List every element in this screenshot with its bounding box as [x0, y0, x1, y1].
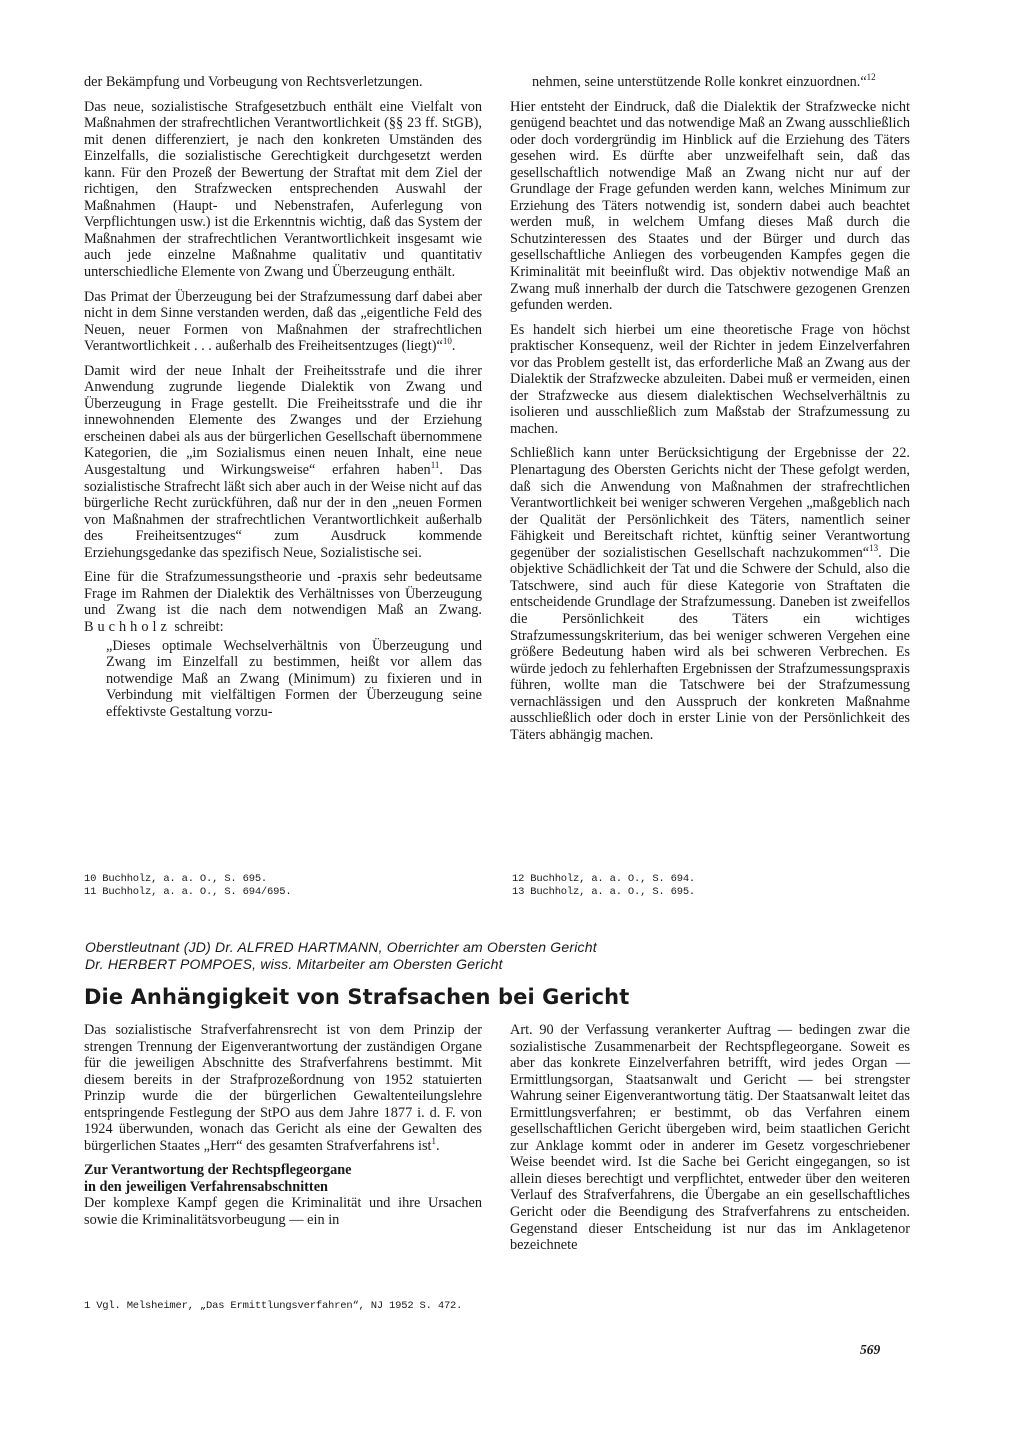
bottom-right-column [510, 1022, 910, 1254]
paragraph: Der komplexe Kampf gegen die Kriminalität und ihre Ursachen sowie die Kriminalitätsvorbeugung — ein in [84, 1195, 482, 1229]
paragraph [84, 1022, 482, 1154]
footnote: 13 Buchholz, a. a. O., S. 695. [512, 886, 696, 898]
bottom-left-column [84, 1022, 482, 1229]
text-run: Damit wird der neue Inhalt der Freiheitsstrafe und die ihrer Anwendung zugrunde liegende Dialektik von Zwang und Überzeugung in Frage gestellt. Die Freiheitsstrafe und die ihr innewohnenden Elemente des Zwanges und der Erziehung erscheinen dabei als aus der bürgerlichen Gesellschaft übernommene Kategorien, die „im Sozialismus einen neuen Inhalt, eine neue Ausgestaltung und Wirkungsweise“ erfahren haben [84, 362, 482, 479]
section-subheading [84, 1162, 482, 1195]
subheading-line: Zur Verantwortung der Rechtspflegeorgane [84, 1162, 352, 1179]
paragraph [510, 74, 910, 91]
byline-line: Dr. HERBERT POMPOES, wiss. Mitarbeiter am Obersten Gericht [85, 956, 503, 972]
footnote: 10 Buchholz, a. a. O., S. 695. [84, 873, 268, 885]
paragraph: Es handelt sich hierbei um eine theoretische Frage von höchst praktischer Konsequenz, weil der Richter in jedem Einzelverfahren vor das Problem gestellt ist, das erforderliche Maß an Zwang aus der Dialektik der Strafzwecke abzuleiten. Dabei muß er vermeiden, einen der Strafzwecke aus diesem dialektischen Wechselverhältnis zu isolieren und ausschließlich zum Maßstab der Strafzumessung zu machen. [510, 321, 910, 437]
paragraph: der Bekämpfung und Vorbeugung von Rechtsverletzungen. [84, 74, 423, 90]
paragraph: Hier entsteht der Eindruck, daß die Dialektik der Strafzwecke nicht genügend beachtet und das notwendige Maß an Zwang ausschließlich oder doch vordergründig im Hinblick auf die Erziehung des Täters gesehen wird. Es dürfte aber unzweifelhaft sein, daß das gesellschaftlich notwendige Maß an Zwang nicht nur auf der Grundlage der Frage gefunden werden kann, welches Minimum zur Erziehung des Täters notwendig ist, sondern dabei auch beachtet werden muß, in welchem Umfang dieses Maß durch die Schutzinteressen des Staates und der Bürger und durch das gesellschaftliche Anliegen des vorbeugenden Kampfes gegen die Kriminalität mit beeinflußt wird. Das objektiv notwendige Maß an Zwang muß innerhalb der durch die Tatschwere gezogenen Grenzen gefunden werden. [510, 98, 910, 314]
byline [85, 939, 915, 973]
byline-line: Oberstleutnant (JD) Dr. ALFRED HARTMANN, Oberrichter am Obersten Gericht [85, 939, 597, 955]
text-run: Das sozialistische Strafverfahrensrecht ist von dem Prinzip der strengen Trennung der Eigenverantwortung der zuständigen Organe für die jeweiligen Abschnitte des Strafverfahrens bestimmt. Mit diesem bereits in der Strafprozeßordnung von 1952 statuierten Prinzip wurde die der bürgerlichen Gewaltenteilungslehre entspringende Festlegung der StPO aus dem Jahre 1877 i. d. F. von 1924 überwunden, wonach das Gericht als eine der Gewalten des bürgerlichen Staates „Herr“ des gesamten Strafverfahrens ist [84, 1022, 482, 1154]
paragraph: Das neue, sozialistische Strafgesetzbuch enthält eine Vielfalt von Maßnahmen der strafrechtlichen Verantwortlichkeit (§§ 23 ff. StGB), mit denen differenziert, je nach den konkreten Umständen des Einzelfalls, die sozialistische Gerechtigkeit durchgesetzt werden kann. Für den Prozeß der Bewertung der Straftat mit dem Ziel der richtigen, den Strafzwecken entsprechenden Auswahl der Maßnahmen (Haupt- und Nebenstrafen, Auferlegung von Verpflichtungen usw.) ist die Erkenntnis wichtig, daß das System der Maßnahmen der strafrechtlichen Verantwortlichkeit insgesamt wie auch jede einzelne Maßnahme qualitativ und quantitativ unterschiedliche Elemente von Zwang und Überzeugung enthält. [84, 98, 482, 281]
footnote: 11 Buchholz, a. a. O., S. 694/695. [84, 886, 292, 898]
footnote-ref: 13 [869, 543, 879, 553]
text-run: . [436, 1137, 440, 1154]
text-run: Das Primat der Überzeugung bei der Strafzumessung darf dabei aber nicht in dem Sinne verstanden werden, daß das „eigentliche Feld des Neuen, neuer Formen von Maßnahmen der strafrechtlichen Verantwortlichkeit . . . außerhalb des Freiheitsentzuges (liegt)“ [84, 288, 482, 355]
footnote-ref: 11 [430, 460, 440, 471]
text-run: . [451, 338, 456, 355]
paragraph [84, 289, 482, 355]
footnote: 1 Vgl. Melsheimer, „Das Ermittlungsverfahren“, NJ 1952 S. 472. [84, 1300, 463, 1312]
text-run: Schließlich kann unter Berücksichtigung der Ergebnisse der 22. Plenartagung des Obersten Gerichts nicht der These gefolgt werden, daß sich die Anwendung von Maßnahmen der strafrechtlichen Verantwortlichkeit bei weniger schweren Vergehen „maßgeblich nach der Qualität der Persönlichkeit des Täters, namentlich seiner Fähigkeit und Bereitschaft richtet, künftig seiner Verantwortung gegenüber der sozialistischen Gesellschaft nachzukommen“ [510, 445, 910, 561]
footnote: 12 Buchholz, a. a. O., S. 694. [512, 873, 696, 885]
top-left-column [84, 74, 482, 720]
text-run: . Die objektive Schädlichkeit der Tat und die Schwere der Schuld, also die Tatschwere, sind auch für diese Kategorie von Straftaten die entscheidende Grundlage der Strafzumessung. Daneben ist zweifellos die Persönlichkeit des Täters ein wichtiges Strafzumessungskriterium, das bei weniger schweren Vergehen eine größere Bedeutung haben wird als bei schweren Verbrechen. Es würde jedoch zu fehlerhaften Ergebnissen der Strafzumessungspraxis führen, wollte man die Tatschwere bei der Strafzumessung vernachlässigen und den Ausspruch der konkreten Maßnahme ausschließlich oder doch in erster Linie von der Persönlichkeit des Täters abhängig machen. [510, 544, 910, 743]
text-run: nehmen, seine unterstützende Rolle konkret einzuordnen.“ [532, 74, 867, 90]
footnote-ref: 10 [442, 336, 452, 347]
footnote-bottom [84, 1300, 482, 1313]
paragraph [84, 569, 482, 635]
footnote-ref: 12 [866, 72, 876, 83]
footnotes-left [84, 873, 474, 899]
text-run: schreibt: [174, 618, 224, 635]
footnote-ref: 1 [431, 1136, 436, 1147]
text-run: . Das sozialistische Strafrecht läßt sich aber auch in der Weise nicht auf das bürgerliche Recht zurückführen, daß nur der in den „neuen Formen von Maßnahmen der strafrechtlichen Verantwortlichkeit außerhalb des Freiheitsentzuges“ zum Ausdruck kommende Erziehungsgedanke das spezifisch Neue, Sozialistische sei. [84, 462, 482, 561]
author-name: Buchholz [84, 618, 171, 635]
text-run: Eine für die Strafzumessungstheorie und -praxis sehr bedeutsame Frage im Rahmen der Dialektik des Verhältnisses von Überzeugung und Zwang ist die nach dem notwendigen Maß an Zwang. [84, 569, 482, 619]
article-headline: Die Anhängigkeit von Strafsachen bei Gericht [84, 985, 630, 1009]
footnotes-right [512, 873, 902, 899]
paragraph [510, 445, 910, 743]
top-right-column [510, 74, 910, 743]
block-quote: „Dieses optimale Wechselverhältnis von Überzeugung und Zwang im Einzelfall zu bestimmen, heißt vor allem das notwendige Maß an Zwang (Minimum) zu fixieren und in Verbindung mit vielfältigen Formen der Überzeugung seine effektivste Gestaltung vorzu- [106, 637, 482, 720]
page-number: 569 [860, 1342, 881, 1357]
paragraph: Art. 90 der Verfassung verankerter Auftrag — bedingen zwar die sozialistische Zusammenarbeit der Rechtspflegeorgane. Soweit es aber das konkrete Einzelverfahren betrifft, wird jedes Organ — Ermittlungsorgan, Staatsanwalt und Gericht — bei strengster Wahrung seiner Eigenverantwortung tätig. Der Staatsanwalt leitet das Ermittlungsverfahren; er bestimmt, ob das Verfahren einem gesellschaftlichen Gericht übergeben wird, beim staatlichen Gericht zur Anklage kommt oder in anderer im Gesetz vorgeschriebener Weise beendet wird. Ist die Sache bei Gericht eingegangen, so ist allein dieses berechtigt und verpflichtet, entweder über den weiteren Verlauf des Strafverfahrens, die Übergabe an ein gesellschaftliches Gericht oder die Beendigung des Strafverfahrens zu entscheiden. Gegenstand dieser Entscheidung ist nur das im Anklagetenor bezeichnete [510, 1022, 910, 1254]
paragraph [84, 363, 482, 562]
subheading-line: in den jeweiligen Verfahrensabschnitten [84, 1178, 328, 1195]
